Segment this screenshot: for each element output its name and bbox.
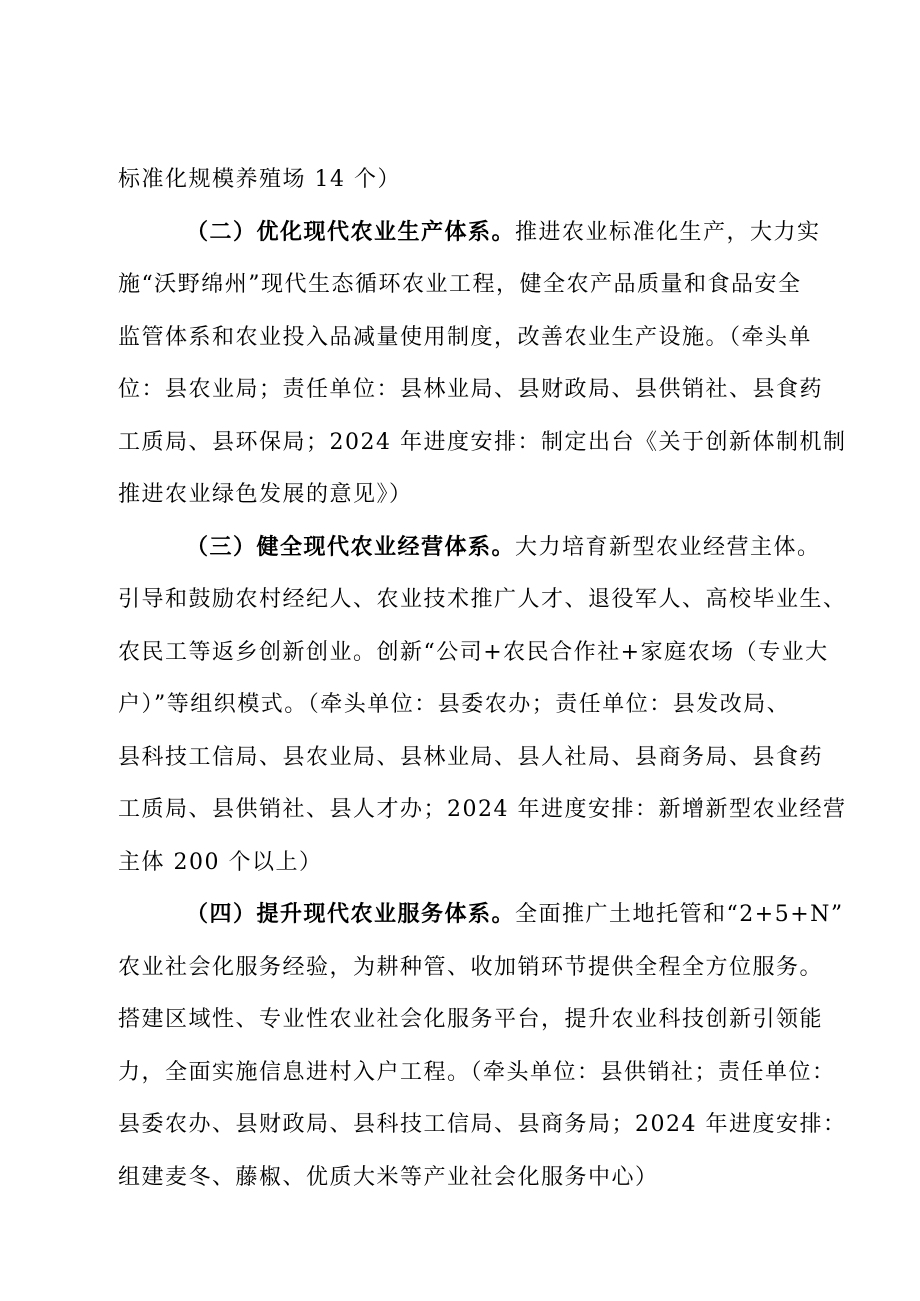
section-3-line-1: 引导和鼓励农村经纪人、农业技术推广人才、退役军人、高校毕业生、 [118, 587, 847, 612]
section-3-line-2: 农民工等返乡创新创业。创新“公司+农民合作社+家庭农场（专业大 [118, 640, 829, 665]
section-2-line-1: 施“沃野绵州”现代生态循环农业工程，健全农产品质量和食品安全 [118, 272, 802, 297]
section-4-line-1: 农业社会化服务经验，为耕种管、收加销环节提供全程全方位服务。 [118, 955, 824, 980]
section-4-line-3: 力，全面实施信息进村入户工程。（牵头单位：县供销社；责任单位： [118, 1060, 836, 1085]
section-4-line-5: 组建麦冬、藤椒、优质大米等产业社会化服务中心） [118, 1165, 659, 1190]
section-3-first-line [186, 528, 821, 568]
section-2-heading: （二）优化现代农业生产体系。 [186, 220, 516, 245]
section-2-line-5: 推进农业绿色发展的意见》） [118, 482, 413, 507]
section-3-heading: （三）健全现代农业经营体系。 [186, 535, 516, 560]
intro-line: 标准化规模养殖场 14 个） [118, 167, 401, 192]
section-3-line-6: 主体 200 个以上） [118, 850, 323, 875]
section-2-first-line [186, 213, 821, 253]
section-4-line-2: 搭建区域性、专业性农业社会化服务平台，提升农业科技创新引领能 [118, 1007, 824, 1032]
section-2-line-3: 位：县农业局；责任单位：县林业局、县财政局、县供销社、县食药 [118, 377, 824, 402]
section-3-line-3: 户）”等组织模式。（牵头单位：县委农办；责任单位：县发改局、 [118, 692, 791, 717]
section-2-line-4: 工质局、县环保局；2024 年进度安排：制定出台《关于创新体制机制 [118, 430, 847, 455]
section-4-first-line [186, 895, 844, 935]
section-3-line-5: 工质局、县供销社、县人才办；2024 年进度安排：新增新型农业经营 [118, 797, 847, 822]
section-4-line-0: 全面推广土地托管和“2+5+N” [515, 902, 844, 927]
section-2-line-2: 监管体系和农业投入品减量使用制度，改善农业生产设施。（牵头单 [118, 325, 813, 350]
section-3-line-0: 大力培育新型农业经营主体。 [515, 535, 821, 560]
section-4-heading: （四）提升现代农业服务体系。 [186, 902, 516, 927]
section-4-line-4: 县委农办、县财政局、县科技工信局、县商务局；2024 年进度安排： [118, 1112, 847, 1137]
section-3-line-4: 县科技工信局、县农业局、县林业局、县人社局、县商务局、县食药 [118, 745, 824, 770]
section-2-line-0: 推进农业标准化生产，大力实 [515, 220, 821, 245]
